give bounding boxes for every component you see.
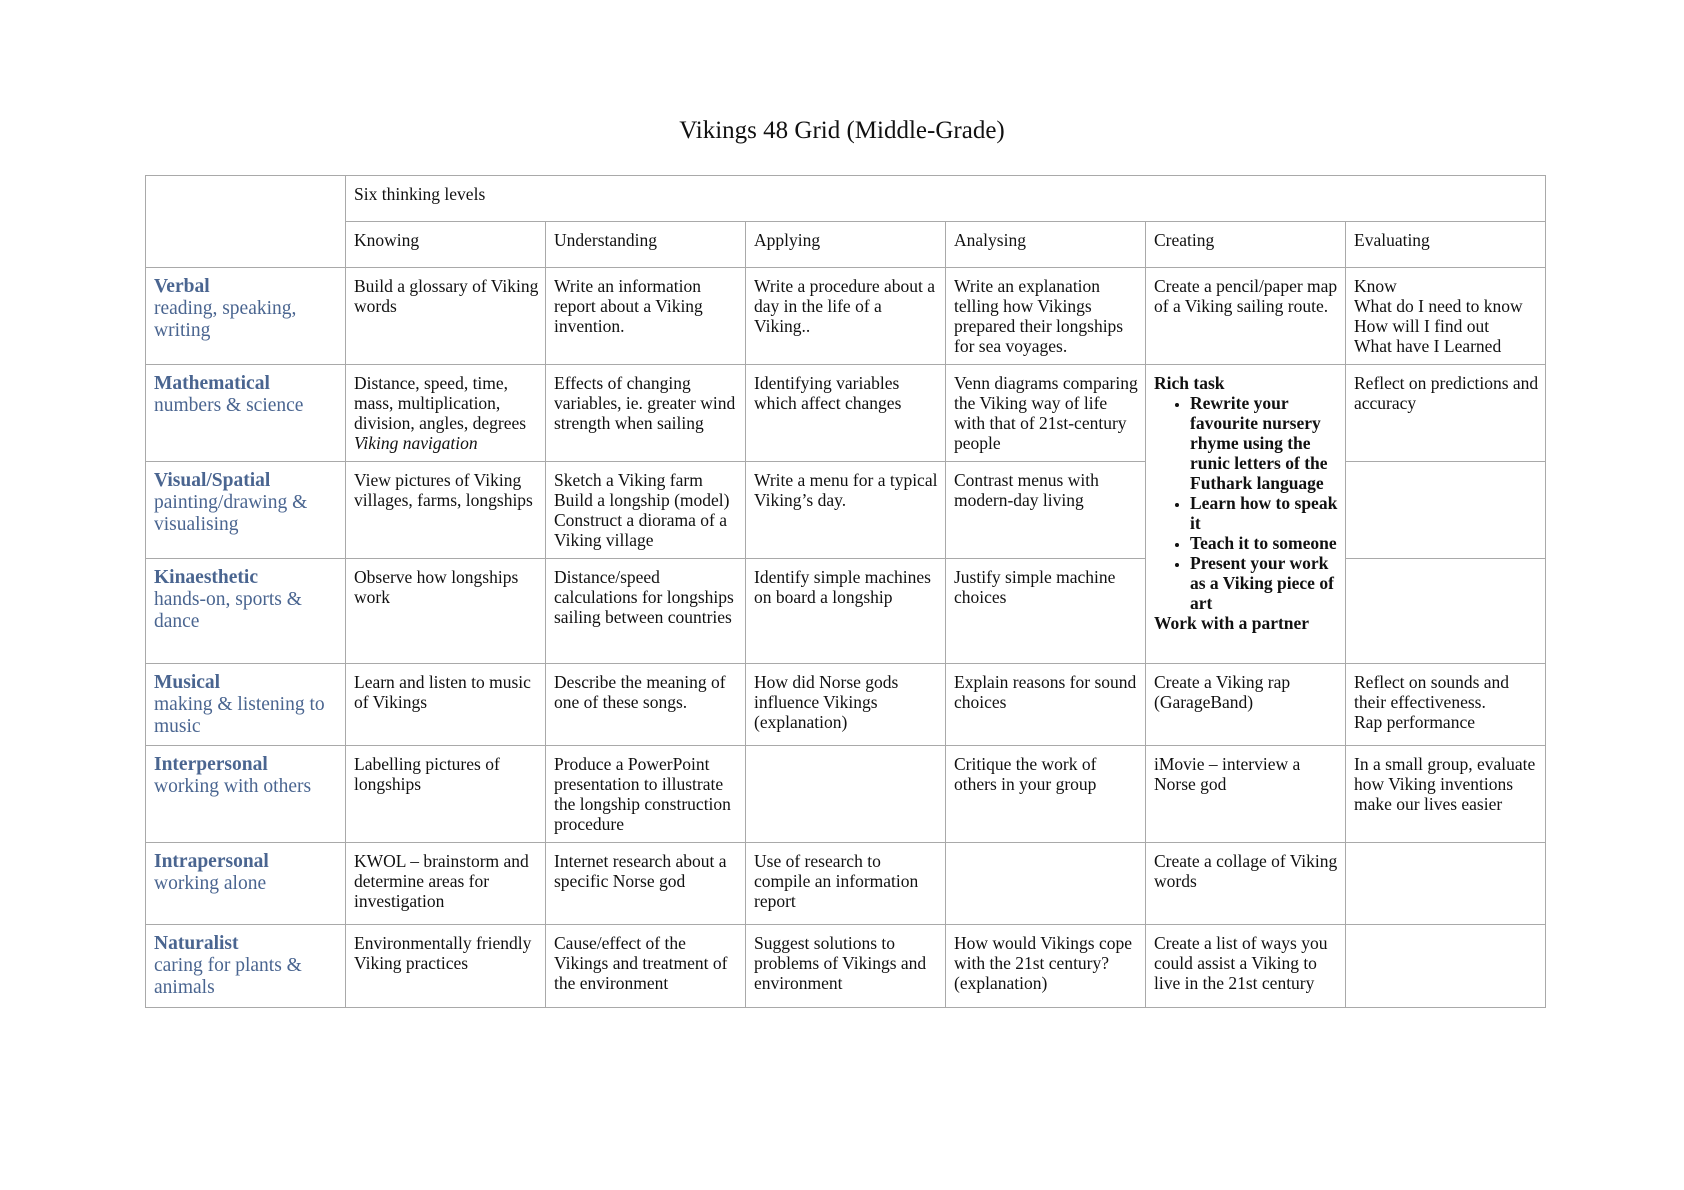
rich-task-item: • Present your work as a Viking piece of art [1190, 553, 1339, 613]
cell-verbal-understanding [546, 268, 746, 365]
activity-text: Identify simple machines on board a longship [754, 567, 931, 607]
activity-text: Learn and listen to music of Vikings [354, 672, 531, 712]
cell-kinaesthetic-evaluating [1346, 559, 1546, 664]
cell-mathematical-knowing [346, 365, 546, 462]
activity-text: Create a collage of Viking words [1154, 851, 1338, 891]
intelligence-name: Intrapersonal [154, 851, 269, 872]
activity-text: Critique the work of others in your group [954, 754, 1097, 794]
cell-musical-creating [1146, 664, 1346, 746]
activity-text: Describe the meaning of one of these songs. [554, 672, 726, 712]
cell-naturalist-applying [746, 925, 946, 1008]
activity-text: Cause/effect of the Vikings and treatment of the environment [554, 933, 728, 993]
activity-text-italic: Viking navigation [354, 433, 478, 453]
activity-text: Reflect on predictions and accuracy [1354, 373, 1539, 413]
cell-interpersonal-knowing [346, 746, 546, 843]
cell-visual-knowing [346, 462, 546, 559]
cell-mathematical-understanding [546, 365, 746, 462]
level-header-analysing: Analysing [946, 222, 1146, 268]
activity-text: KWOL – brainstorm and determine areas for investigation [354, 851, 529, 911]
row-mathematical [146, 365, 1546, 462]
cell-kinaesthetic-knowing [346, 559, 546, 664]
activity-text: Produce a PowerPoint presentation to illustrate the longship construction procedure [554, 754, 731, 834]
cell-kinaesthetic-analysing [946, 559, 1146, 664]
cell-musical-evaluating [1346, 664, 1546, 746]
rich-task-footer: Work with a partner [1154, 613, 1310, 633]
level-header-creating: Creating [1146, 222, 1346, 268]
cell-naturalist-understanding [546, 925, 746, 1008]
intelligence-cell [146, 664, 346, 746]
intelligence-description: painting/drawing & visualising [154, 492, 308, 535]
cell-interpersonal-evaluating [1346, 746, 1546, 843]
cell-intrapersonal-creating [1146, 843, 1346, 925]
cell-visual-evaluating [1346, 462, 1546, 559]
activity-text: Explain reasons for sound choices [954, 672, 1137, 712]
cell-interpersonal-understanding [546, 746, 746, 843]
cell-verbal-creating [1146, 268, 1346, 365]
cell-verbal-applying [746, 268, 946, 365]
activity-text: Labelling pictures of longships [354, 754, 500, 794]
activity-text: Distance/speed calculations for longships sailing between countries [554, 567, 734, 627]
activity-text: Identifying variables which affect changes [754, 373, 902, 413]
cell-interpersonal-creating [1146, 746, 1346, 843]
activity-text: Write a menu for a typical Viking’s day. [754, 470, 938, 510]
super-header-row [146, 176, 1546, 222]
row-interpersonal [146, 746, 1546, 843]
activity-text: iMovie – interview a Norse god [1154, 754, 1301, 794]
activity-text: Write a procedure about a day in the life of a Viking.. [754, 276, 936, 336]
intelligence-cell [146, 365, 346, 462]
cell-intrapersonal-applying [746, 843, 946, 925]
activity-text: What have I Learned [1354, 336, 1502, 356]
intelligence-name: Verbal [154, 276, 210, 297]
cell-visual-applying [746, 462, 946, 559]
rich-task-item: • Learn how to speak it [1190, 493, 1339, 533]
activity-text: Reflect on sounds and their effectiveness. [1354, 672, 1510, 712]
level-header-understanding: Understanding [546, 222, 746, 268]
activity-text: Create a Viking rap (GarageBand) [1154, 672, 1291, 712]
cell-visual-analysing [946, 462, 1146, 559]
rich-task-cell [1146, 365, 1346, 664]
activity-text: Suggest solutions to problems of Vikings and environment [754, 933, 927, 993]
activity-text: Justify simple machine choices [954, 567, 1116, 607]
intelligence-cell [146, 462, 346, 559]
activity-text: Venn diagrams comparing the Viking way of life with that of 21st-century people [954, 373, 1138, 453]
activity-text: Create a list of ways you could assist a Viking to live in the 21st century [1154, 933, 1328, 993]
intelligence-description: caring for plants & animals [154, 955, 302, 998]
cell-naturalist-analysing [946, 925, 1146, 1008]
intelligence-description: numbers & science [154, 395, 304, 416]
cell-verbal-evaluating [1346, 268, 1546, 365]
intelligence-cell [146, 746, 346, 843]
activity-text: How would Vikings cope with the 21st century? (explanation) [954, 933, 1132, 993]
activity-text: Build a longship (model) [554, 490, 730, 510]
row-verbal [146, 268, 1546, 365]
cell-intrapersonal-understanding [546, 843, 746, 925]
rich-task-list [1154, 393, 1339, 613]
intelligence-description: making & listening to music [154, 694, 325, 737]
activity-text: Construct a diorama of a Viking village [554, 510, 728, 550]
intelligence-name: Visual/Spatial [154, 470, 271, 491]
activity-text: How will I find out [1354, 316, 1490, 336]
page-title: Vikings 48 Grid (Middle-Grade) [679, 117, 1005, 144]
cell-naturalist-evaluating [1346, 925, 1546, 1008]
activity-text: Internet research about a specific Norse god [554, 851, 727, 891]
intelligence-description: reading, speaking, writing [154, 298, 297, 341]
vikings-48-grid-table [145, 175, 1546, 1008]
cell-intrapersonal-analysing [946, 843, 1146, 925]
activity-text: Write an explanation telling how Vikings prepared their longships for sea voyages. [954, 276, 1124, 356]
activity-text: Create a pencil/paper map of a Viking sailing route. [1154, 276, 1338, 316]
level-header-knowing: Knowing [346, 222, 546, 268]
cell-musical-knowing [346, 664, 546, 746]
row-naturalist [146, 925, 1546, 1008]
cell-mathematical-analysing [946, 365, 1146, 462]
intelligence-name: Interpersonal [154, 754, 268, 775]
intelligence-cell [146, 925, 346, 1008]
intelligence-cell [146, 559, 346, 664]
cell-musical-understanding [546, 664, 746, 746]
activity-text: Know [1354, 276, 1397, 296]
activity-text: Effects of changing variables, ie. greater wind strength when sailing [554, 373, 736, 433]
intelligence-description: working with others [154, 776, 312, 797]
activity-text: Build a glossary of Viking words [354, 276, 539, 316]
thinking-levels-header: Six thinking levels [346, 176, 1546, 222]
cell-mathematical-evaluating [1346, 365, 1546, 462]
activity-text: View pictures of Viking villages, farms, longships [354, 470, 533, 510]
cell-naturalist-knowing [346, 925, 546, 1008]
intelligence-description: hands-on, sports & dance [154, 589, 302, 632]
corner-cell [146, 176, 346, 268]
activity-text: Observe how longships work [354, 567, 519, 607]
activity-text: In a small group, evaluate how Viking inventions make our lives easier [1354, 754, 1536, 814]
cell-kinaesthetic-understanding [546, 559, 746, 664]
activity-text: Environmentally friendly Viking practices [354, 933, 532, 973]
intelligence-name: Mathematical [154, 373, 270, 394]
cell-intrapersonal-knowing [346, 843, 546, 925]
cell-intrapersonal-evaluating [1346, 843, 1546, 925]
level-header-evaluating: Evaluating [1346, 222, 1546, 268]
intelligence-name: Naturalist [154, 933, 239, 954]
intelligence-description: working alone [154, 873, 267, 894]
cell-verbal-analysing [946, 268, 1146, 365]
cell-interpersonal-applying [746, 746, 946, 843]
rich-task-heading: Rich task [1154, 373, 1225, 393]
intelligence-name: Musical [154, 672, 221, 693]
activity-text: Contrast menus with modern-day living [954, 470, 1099, 510]
cell-musical-analysing [946, 664, 1146, 746]
activity-text: Write an information report about a Viking invention. [554, 276, 703, 336]
level-header-applying: Applying [746, 222, 946, 268]
activity-text: Use of research to compile an information report [754, 851, 919, 911]
cell-visual-understanding [546, 462, 746, 559]
activity-text: How did Norse gods influence Vikings (explanation) [754, 672, 899, 732]
rich-task-item: • Rewrite your favourite nursery rhyme using the runic letters of the Futhark language [1190, 393, 1339, 493]
cell-mathematical-applying [746, 365, 946, 462]
activity-text: Sketch a Viking farm [554, 470, 703, 490]
cell-naturalist-creating [1146, 925, 1346, 1008]
activity-text: What do I need to know [1354, 296, 1523, 316]
cell-musical-applying [746, 664, 946, 746]
level-header-row [146, 222, 1546, 268]
row-intrapersonal [146, 843, 1546, 925]
rich-task-item: • Teach it to someone [1190, 533, 1339, 553]
cell-kinaesthetic-applying [746, 559, 946, 664]
intelligence-cell [146, 268, 346, 365]
activity-text: Rap performance [1354, 712, 1475, 732]
cell-verbal-knowing [346, 268, 546, 365]
row-musical [146, 664, 1546, 746]
intelligence-name: Kinaesthetic [154, 567, 258, 588]
intelligence-cell [146, 843, 346, 925]
activity-text: Distance, speed, time, mass, multiplication, division, angles, degrees [354, 373, 527, 433]
cell-interpersonal-analysing [946, 746, 1146, 843]
